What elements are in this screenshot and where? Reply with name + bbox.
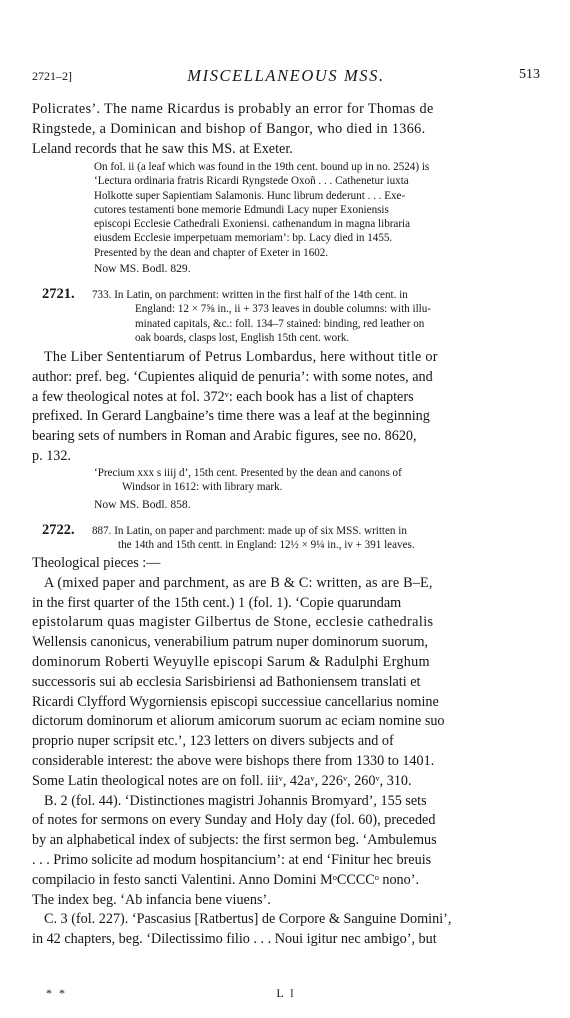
text-line: Theological pieces :—: [32, 555, 161, 571]
text-line: considerable interest: the above were bishops there from 1330 to 1401.: [32, 752, 435, 769]
entry-description-line: oak boards, clasps lost, English 15th cent. work.: [135, 331, 350, 344]
text-line: epistolarum quas magister Gilbertus de Stone, ecclesie cathedralis: [32, 614, 434, 631]
text-line: in 42 chapters, beg. ‘Dilectissimo filio . . . Noui igitur nec ambigo’, but: [32, 931, 437, 948]
entry-2722-header: [32, 523, 542, 553]
text-line: Wellensis canonicus, venerabilium patrum nuper dominorum suorum,: [32, 634, 429, 651]
text-line: proprio nuper scripsit etc.’, 123 letters on divers subjects and of: [32, 733, 394, 750]
entry-2722-body: [32, 554, 542, 950]
shelfmark-858: [32, 497, 542, 512]
note-line: Windsor in 1612: with library mark.: [122, 481, 283, 494]
text-line: Leland records that he saw this MS. at Exeter.: [32, 140, 293, 157]
text-line: Ringstede, a Dominican and bishop of Bangor, who died in 1366.: [32, 120, 426, 137]
entry-2721-body: [32, 348, 542, 467]
page-footer: [32, 986, 540, 1002]
shelfmark-text: Now MS. Bodl. 858.: [94, 498, 191, 511]
header-running-title: MISCELLANEOUS MSS.: [187, 66, 385, 85]
text-line: The Liber Sententiarum of Petrus Lombardus, here without title or: [44, 349, 438, 365]
text-line: . . . Primo solicite ad modum hospitancium’: at end ‘Finitur hec breuis: [32, 851, 432, 868]
text-line: Ricardi Clyfford Wygorniensis episcopi successiue cancellarius nomine: [32, 693, 439, 710]
header-entry-range: 2721–2]: [32, 69, 72, 83]
entry-description-line: England: 12 × 7⅝ in., ii + 373 leaves in double columns: with illu-: [135, 303, 431, 316]
note-line: ‘Lectura ordinaria fratris Ricardi Ryngstede Oxoñ . . . Cathenetur iuxta: [94, 175, 409, 188]
entry-description-line: 887. In Latin, on paper and parchment: made up of six MSS. written in: [92, 525, 407, 537]
entry-description-line: the 14th and 15th centt. in England: 12½ × 9¼ in., iv + 391 leaves.: [118, 539, 415, 552]
signature-mark: L l: [276, 986, 296, 1000]
note-line: episcopi Ecclesie Cathedrali Exoniensi. cathenandum in magna libraria: [94, 218, 411, 231]
continuation-note: [32, 160, 542, 260]
running-header: [32, 66, 540, 88]
entry-description-line: minated capitals, &c.: foll. 134–7 stained: binding, red leather on: [135, 317, 425, 330]
text-line: A (mixed paper and parchment, as are B & C: written, as are B–E,: [44, 574, 433, 591]
note-line: cutores testamenti bone memorie Edmundi Lacy nuper Exoniensis: [94, 203, 389, 216]
text-line: author: pref. beg. ‘Cupientes aliquid de penuria’: with some notes, and: [32, 368, 433, 385]
text-line: Policrates’. The name Ricardus is probably an error for Thomas de: [32, 101, 434, 117]
text-line: B. 2 (fol. 44). ‘Distinctiones magistri Johannis Bromyard’, 155 sets: [44, 792, 427, 809]
text-line: of notes for sermons on every Sunday and Holy day (fol. 60), preceded: [32, 812, 436, 829]
text-line: Some Latin theological notes are on foll. iiiᵛ, 42aᵛ, 226ᵛ, 260ᵛ, 310.: [32, 772, 412, 789]
continuation-paragraph: [32, 100, 542, 159]
text-line: a few theological notes at fol. 372ᵛ: each book has a list of chapters: [32, 388, 414, 405]
shelfmark-text: Now MS. Bodl. 829.: [94, 262, 191, 275]
page-number: 513: [519, 67, 540, 82]
text-line: successoris sui ab ecclesia Sarisbiriensi ad Bathoniensem translati et: [32, 673, 421, 690]
text-line: dictorum dominorum et aliorum amicorum suorum ac eciam nomine suo: [32, 713, 445, 730]
text-line: by an alphabetical index of subjects: the first sermon beg. ‘Ambulemus: [32, 832, 437, 849]
note-line: eiusdem Ecclesie imperpetuam memoriam’: bp. Lacy died in 1455.: [94, 232, 393, 245]
text-line: dominorum Roberti Weyuylle episcopi Sarum & Radulphi Erghum: [32, 653, 430, 670]
shelfmark-829: [32, 261, 542, 276]
note-line: On fol. ii (a leaf which was found in the 19th cent. bound up in no. 2524) is: [94, 161, 430, 173]
text-line: The index beg. ‘Ab infancia bene viuens’.: [32, 891, 271, 908]
text-line: in the first quarter of the 15th cent.) 1 (fol. 1). ‘Copie quarundam: [32, 594, 402, 611]
text-line: compilacio in festo sancti Valentini. Anno Domini MᵒCCCCᵒ nono’.: [32, 871, 420, 888]
entry-number: 2722.: [42, 522, 75, 538]
footer-stars: * *: [46, 986, 67, 1000]
note-line: Holkotte super Sapientiam Salamonis. Hunc librum dederunt . . . Exe-: [94, 189, 406, 202]
note-line: ‘Precium xxx s iiij d’, 15th cent. Presented by the dean and canons of: [94, 467, 402, 479]
text-line: prefixed. In Gerard Langbaine’s time there was a leaf at the beginning: [32, 408, 430, 425]
entry-2721-header: [32, 287, 542, 345]
text-line: bearing sets of numbers in Roman and Arabic figures, see no. 8620,: [32, 428, 417, 445]
entry-number: 2721.: [42, 286, 75, 302]
entry-description-line: 733. In Latin, on parchment: written in the first half of the 14th cent. in: [92, 289, 408, 301]
text-line: p. 132.: [32, 447, 72, 464]
entry-2721-note: [32, 466, 542, 495]
text-line: C. 3 (fol. 227). ‘Pascasius [Ratbertus] de Corpore & Sanguine Domini’,: [44, 911, 452, 928]
note-line: Presented by the dean and chapter of Exeter in 1602.: [94, 246, 329, 259]
